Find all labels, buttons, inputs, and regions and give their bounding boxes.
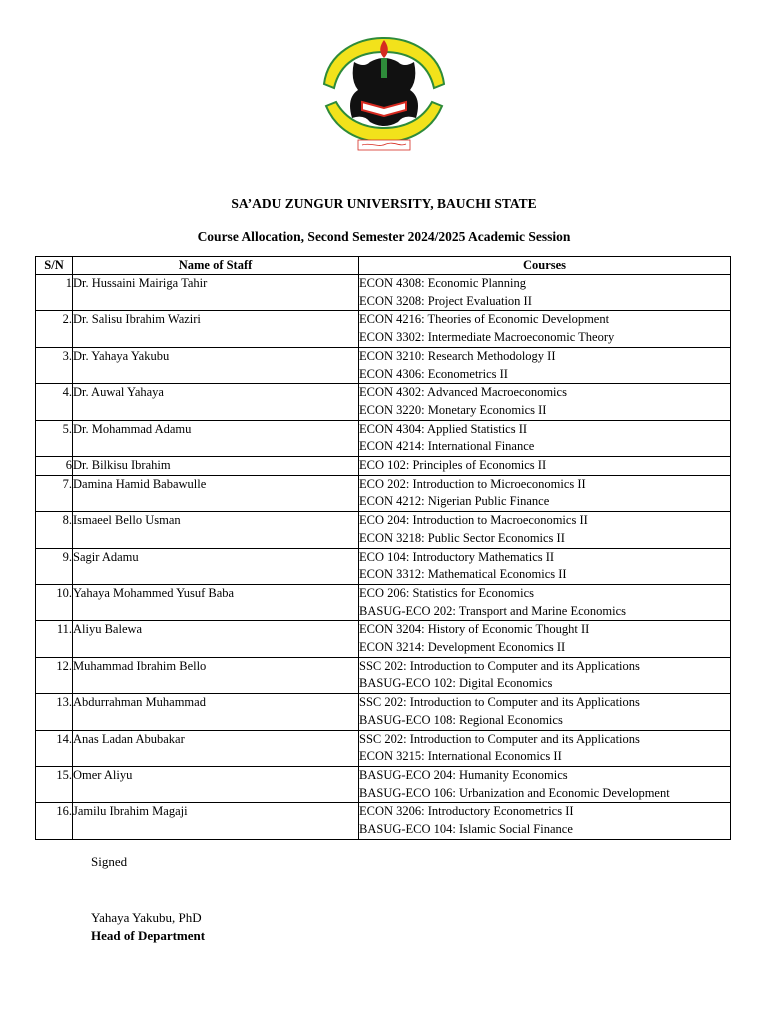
table-row — [36, 548, 731, 584]
table-row — [36, 384, 731, 420]
column-header-courses: Courses — [359, 257, 731, 275]
table-row — [36, 657, 731, 693]
row-courses — [359, 584, 731, 620]
row-sn: 12. — [36, 657, 73, 693]
row-staff-name: Muhammad Ibrahim Bello — [73, 657, 359, 693]
signer-role: Head of Department — [91, 928, 206, 943]
row-staff-name: Anas Ladan Abubakar — [73, 730, 359, 766]
course-entry: BASUG-ECO 202: Transport and Marine Economics — [359, 603, 626, 618]
table-row — [36, 347, 731, 383]
table-row — [36, 512, 731, 548]
course-entry: ECON 4302: Advanced Macroeconomics — [359, 385, 567, 400]
page-title: SA’ADU ZUNGUR UNIVERSITY, BAUCHI STATE — [231, 196, 537, 211]
row-sn: 4. — [36, 384, 73, 420]
row-staff-name: Aliyu Balewa — [73, 621, 359, 657]
row-courses — [359, 420, 731, 456]
row-sn: 1 — [36, 275, 73, 311]
row-courses — [359, 347, 731, 383]
course-entry: ECON 4212: Nigerian Public Finance — [359, 494, 550, 509]
row-courses — [359, 384, 731, 420]
course-entry: ECON 4214: International Finance — [359, 439, 535, 454]
table-row — [36, 766, 731, 802]
course-entry: ECON 3210: Research Methodology II — [359, 348, 556, 363]
row-sn: 6 — [36, 457, 73, 476]
row-staff-name: Dr. Salisu Ibrahim Waziri — [73, 311, 359, 347]
row-sn: 16. — [36, 803, 73, 839]
row-sn: 8. — [36, 512, 73, 548]
column-header-sn: S/N — [36, 257, 73, 275]
course-entry: ECON 3218: Public Sector Economics II — [359, 530, 565, 545]
row-staff-name: Dr. Mohammad Adamu — [73, 420, 359, 456]
row-courses — [359, 694, 731, 730]
row-sn: 15. — [36, 766, 73, 802]
row-courses — [359, 730, 731, 766]
table-row — [36, 311, 731, 347]
course-entry: BASUG-ECO 104: Islamic Social Finance — [359, 822, 573, 837]
table-row — [36, 475, 731, 511]
row-courses — [359, 512, 731, 548]
course-entry: ECON 3215: International Economics II — [359, 749, 562, 764]
table-row — [36, 694, 731, 730]
course-entry: ECO 202: Introduction to Microeconomics II — [359, 476, 586, 491]
row-sn: 5. — [36, 420, 73, 456]
course-entry: ECO 102: Principles of Economics II — [359, 458, 547, 473]
course-entry: ECON 4306: Econometrics II — [359, 366, 508, 381]
row-staff-name: Yahaya Mohammed Yusuf Baba — [73, 584, 359, 620]
row-staff-name: Dr. Yahaya Yakubu — [73, 347, 359, 383]
signer-name: Yahaya Yakubu, PhD — [91, 910, 202, 925]
row-staff-name: Abdurrahman Muhammad — [73, 694, 359, 730]
row-courses — [359, 766, 731, 802]
course-entry: ECON 3206: Introductory Econometrics II — [359, 804, 574, 819]
course-entry: ECO 104: Introductory Mathematics II — [359, 549, 555, 564]
course-allocation-table — [35, 256, 731, 840]
row-sn: 7. — [36, 475, 73, 511]
row-sn: 14. — [36, 730, 73, 766]
table-row — [36, 803, 731, 839]
row-courses — [359, 621, 731, 657]
row-courses — [359, 275, 731, 311]
course-entry: ECO 204: Introduction to Macroeconomics II — [359, 513, 588, 528]
course-entry: ECON 3220: Monetary Economics II — [359, 402, 547, 417]
row-staff-name: Ismaeel Bello Usman — [73, 512, 359, 548]
row-staff-name: Sagir Adamu — [73, 548, 359, 584]
table-header-row — [36, 257, 731, 275]
course-entry: ECON 3204: History of Economic Thought II — [359, 622, 590, 637]
table-row — [36, 457, 731, 476]
course-entry: BASUG-ECO 108: Regional Economics — [359, 712, 563, 727]
row-staff-name: Dr. Auwal Yahaya — [73, 384, 359, 420]
row-courses — [359, 475, 731, 511]
course-entry: ECON 4216: Theories of Economic Development — [359, 312, 610, 327]
row-staff-name: Dr. Bilkisu Ibrahim — [73, 457, 359, 476]
row-courses — [359, 457, 731, 476]
row-staff-name: Omer Aliyu — [73, 766, 359, 802]
course-entry: ECO 206: Statistics for Economics — [359, 585, 534, 600]
course-entry: BASUG-ECO 204: Humanity Economics — [359, 767, 568, 782]
table-row — [36, 584, 731, 620]
page-subtitle: Course Allocation, Second Semester 2024/2025 Academic Session — [197, 229, 571, 244]
course-entry: ECON 4308: Economic Planning — [359, 276, 526, 290]
table-row — [36, 275, 731, 311]
course-entry: SSC 202: Introduction to Computer and its Applications — [359, 731, 640, 746]
row-courses — [359, 803, 731, 839]
table-row — [36, 621, 731, 657]
row-staff-name: Jamilu Ibrahim Magaji — [73, 803, 359, 839]
row-staff-name: Damina Hamid Babawulle — [73, 475, 359, 511]
course-entry: ECON 4304: Applied Statistics II — [359, 421, 528, 436]
table-row — [36, 420, 731, 456]
course-entry: SSC 202: Introduction to Computer and its Applications — [359, 695, 640, 710]
course-entry: ECON 3208: Project Evaluation II — [359, 293, 532, 308]
row-sn: 9. — [36, 548, 73, 584]
table-row — [36, 730, 731, 766]
row-staff-name: Dr. Hussaini Mairiga Tahir — [73, 275, 359, 311]
university-logo — [318, 32, 450, 154]
row-sn: 11. — [36, 621, 73, 657]
row-sn: 10. — [36, 584, 73, 620]
row-courses — [359, 311, 731, 347]
row-sn: 13. — [36, 694, 73, 730]
row-sn: 3. — [36, 347, 73, 383]
row-sn: 2. — [36, 311, 73, 347]
row-courses — [359, 657, 731, 693]
course-entry: ECON 3302: Intermediate Macroeconomic Theory — [359, 330, 615, 345]
course-entry: ECON 3312: Mathematical Economics II — [359, 567, 567, 582]
course-entry: ECON 3214: Development Economics II — [359, 640, 566, 655]
column-header-name: Name of Staff — [73, 257, 359, 275]
course-entry: SSC 202: Introduction to Computer and its Applications — [359, 658, 640, 673]
signed-label: Signed — [91, 854, 128, 869]
course-entry: BASUG-ECO 106: Urbanization and Economic Development — [359, 785, 670, 800]
course-entry: BASUG-ECO 102: Digital Economics — [359, 676, 553, 691]
row-courses — [359, 548, 731, 584]
